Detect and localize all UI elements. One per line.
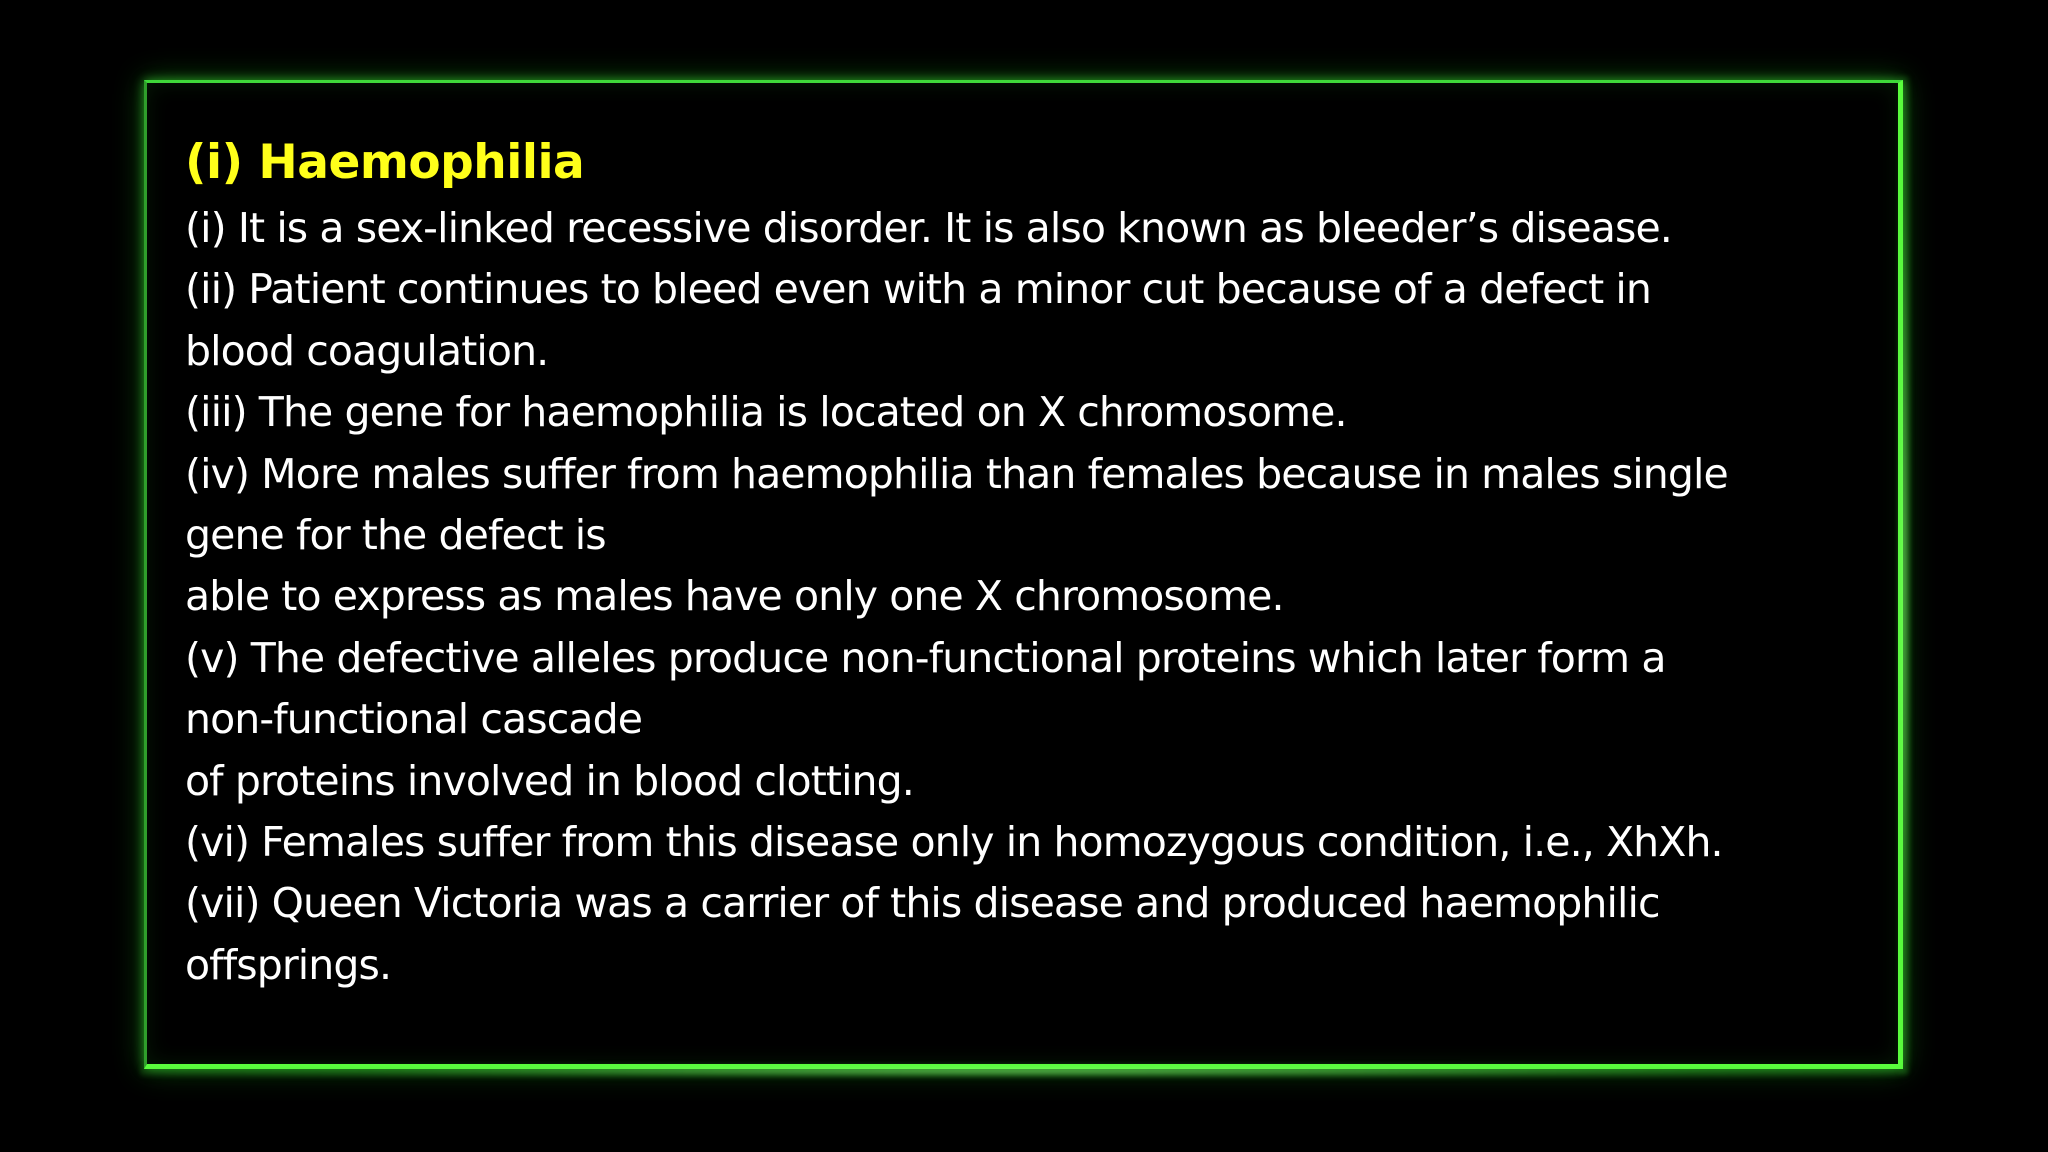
text-line-5: (iv) More males suffer from haemophilia than females because in males single	[185, 449, 1728, 498]
text-line-8: (v) The defective alleles produce non-functional proteins which later form a	[185, 633, 1666, 682]
text-line-10: of proteins involved in blood clotting.	[185, 756, 914, 805]
text-line-1: (i) It is a sex-linked recessive disorder. It is also known as bleeder’s disease.	[185, 204, 1672, 252]
frame-bottom-glow	[140, 1064, 1908, 1078]
text-line-7: able to express as males have only one X chromosome.	[185, 572, 1284, 621]
text-line-9: non-functional cascade	[185, 695, 643, 744]
text-line-2: (ii) Patient continues to bleed even with a minor cut because of a defect in	[185, 265, 1651, 314]
text-line-6: gene for the defect is	[185, 511, 606, 560]
text-line-13: offsprings.	[185, 940, 392, 989]
text-line-4: (iii) The gene for haemophilia is located on X chromosome.	[185, 388, 1347, 437]
slide-heading: (i) Haemophilia	[185, 135, 585, 190]
frame-right-glow	[1897, 76, 1911, 1074]
text-line-11: (vi) Females suffer from this disease only in homozygous condition, i.e., XhXh.	[185, 818, 1723, 867]
text-line-3: blood coagulation.	[185, 326, 549, 375]
slide-content	[185, 128, 1865, 996]
text-line-12: (vii) Queen Victoria was a carrier of this disease and produced haemophilic	[185, 879, 1660, 928]
